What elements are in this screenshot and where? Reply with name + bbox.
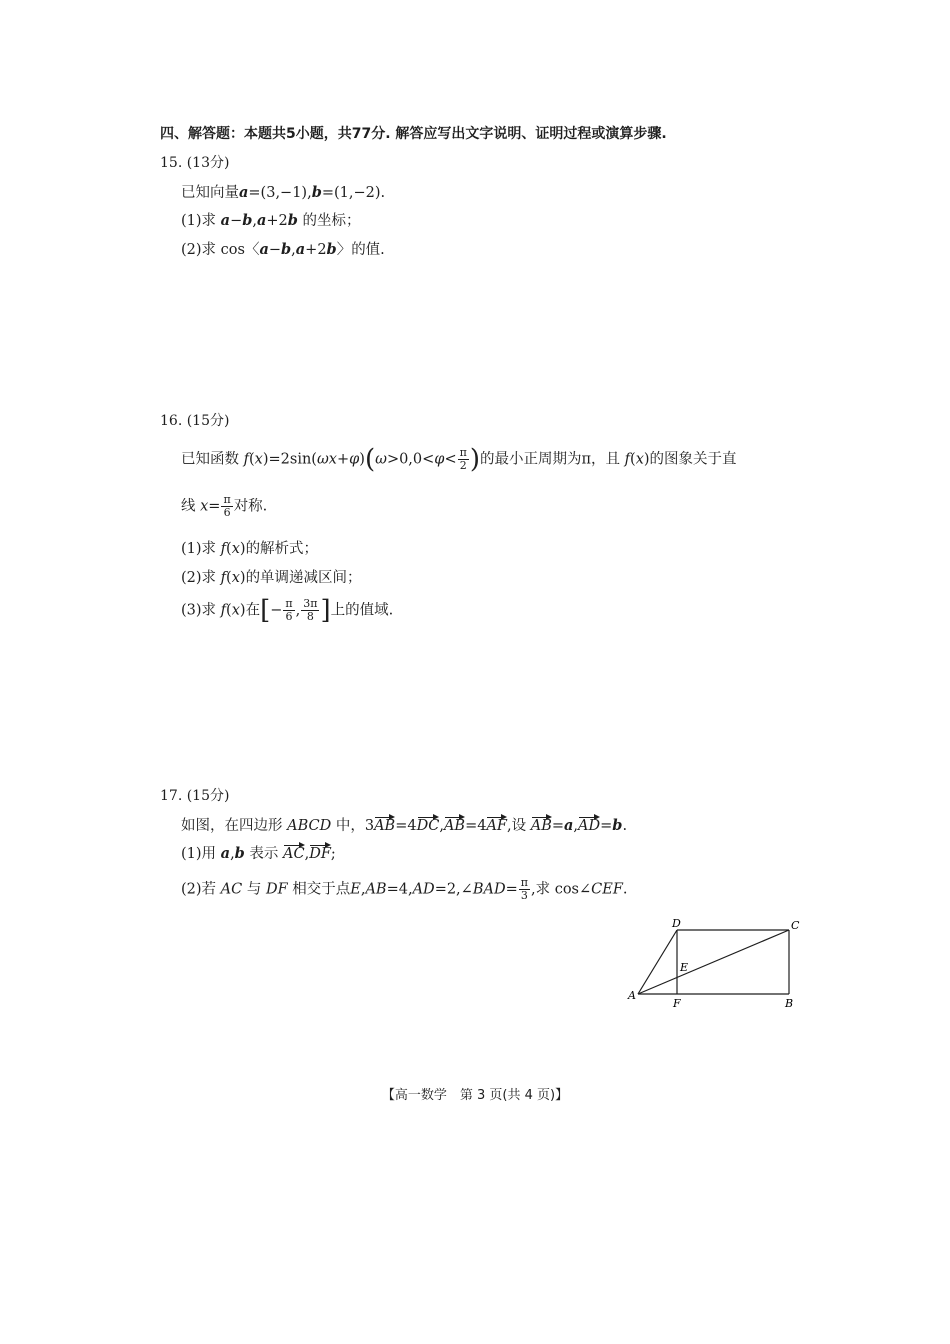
q15-sub1-label: (1)求 — [181, 213, 217, 229]
q16-sub2: (2)求 f(x)的单调递减区间； — [181, 570, 362, 586]
q16-stem-a: 已知函数 — [181, 451, 239, 468]
q16-stem-line2: 线 x= $\frac{\pi}{6}$ 对称. — [181, 493, 268, 519]
q16-sub1-tail: 的解析式； — [245, 541, 319, 557]
q16-sub1-label: (1)求 — [181, 541, 217, 557]
q16-sub3-label: (3)求 — [181, 602, 217, 619]
q17-stem-b: 中， — [335, 818, 365, 834]
q17-sub1: (1)用 a,b 表示 AC,DF; — [181, 845, 336, 862]
label-F: F — [673, 997, 681, 1010]
q16-stem-line1: 已知函数 f(x)=2sin(ωx+φ)(ω>0,0<φ< $\frac{\pi}{2}$ )的最小正周期为π，且 f(x)的图象关于直 — [181, 444, 737, 475]
q16-stem-c: 的图象关于直 — [649, 451, 737, 468]
q17-sub2-mid3: 求 — [535, 881, 551, 898]
q16-stem-b: 的最小正周期为π，且 — [480, 451, 621, 468]
q17-sub2: (2)若 AC 与 DF 相交于点E,AB=4,AD=2,∠BAD= $\frac{\pi}{3}$ ,求 cos∠CEF. — [181, 876, 628, 902]
q16-sub3-mid: 在 — [245, 602, 261, 619]
q17-sub1-mid: 表示 — [249, 846, 279, 862]
q15-sub2-tail: 的值. — [351, 242, 385, 258]
label-D: D — [672, 917, 681, 930]
q16-sub2-tail: 的单调递减区间； — [245, 570, 362, 586]
label-B: B — [785, 997, 794, 1010]
q17-sub2-label: (2)若 — [181, 881, 217, 898]
q17-stem: 如图，在四边形 ABCD 中，3AB=4DC,AB=4AF,设 AB=a,AD=b. — [181, 817, 628, 834]
q15-sub2: (2)求 cos〈a−b,a+2b〉的值. — [181, 241, 385, 258]
q16-sub2-label: (2)求 — [181, 570, 217, 586]
q17-number: 17. (15分) — [160, 788, 230, 804]
section-heading: 四、解答题：本题共5小题，共77分. 解答应写出文字说明、证明过程或演算步骤. — [160, 126, 667, 142]
q15-sub2-label: (2)求 — [181, 242, 217, 258]
segment-AD — [638, 930, 677, 994]
q15-sub1: (1)求 a−b,a+2b 的坐标； — [181, 212, 361, 229]
q17-stem-c: 设 — [511, 818, 527, 834]
segment-AC — [638, 930, 789, 994]
label-E: E — [680, 961, 689, 974]
label-A: A — [628, 989, 636, 1002]
q16-stem-e: 对称. — [233, 498, 268, 515]
q15-stem-text: 已知向量 — [181, 185, 239, 201]
quadrilateral-figure — [620, 915, 810, 1015]
q16-stem-d: 线 — [181, 498, 196, 515]
q15-sub1-tail: 的坐标； — [302, 213, 361, 229]
q16-sub3-tail: 上的值域. — [330, 602, 394, 619]
q17-sub2-mid2: 相交于点 — [292, 881, 351, 898]
q17-sub1-label: (1)用 — [181, 846, 217, 862]
q17-sub2-mid1: 与 — [246, 881, 262, 898]
page-footer: 【高一数学 第 3 页(共 4 页)】 — [381, 1088, 569, 1103]
q15-stem: 已知向量a=(3,−1),b=(1,−2). — [181, 184, 386, 201]
q16-sub3: (3)求 f(x)在[− $\frac{\pi}{6}$ , $\frac{3\pi}{8}$ ]上的值域. — [181, 595, 394, 626]
q16-number: 16. (15分) — [160, 413, 230, 429]
q16-sub1: (1)求 f(x)的解析式； — [181, 541, 319, 557]
q15-number: 15. (13分) — [160, 155, 230, 171]
q17-stem-a: 如图，在四边形 — [181, 818, 283, 834]
label-C: C — [791, 919, 800, 932]
